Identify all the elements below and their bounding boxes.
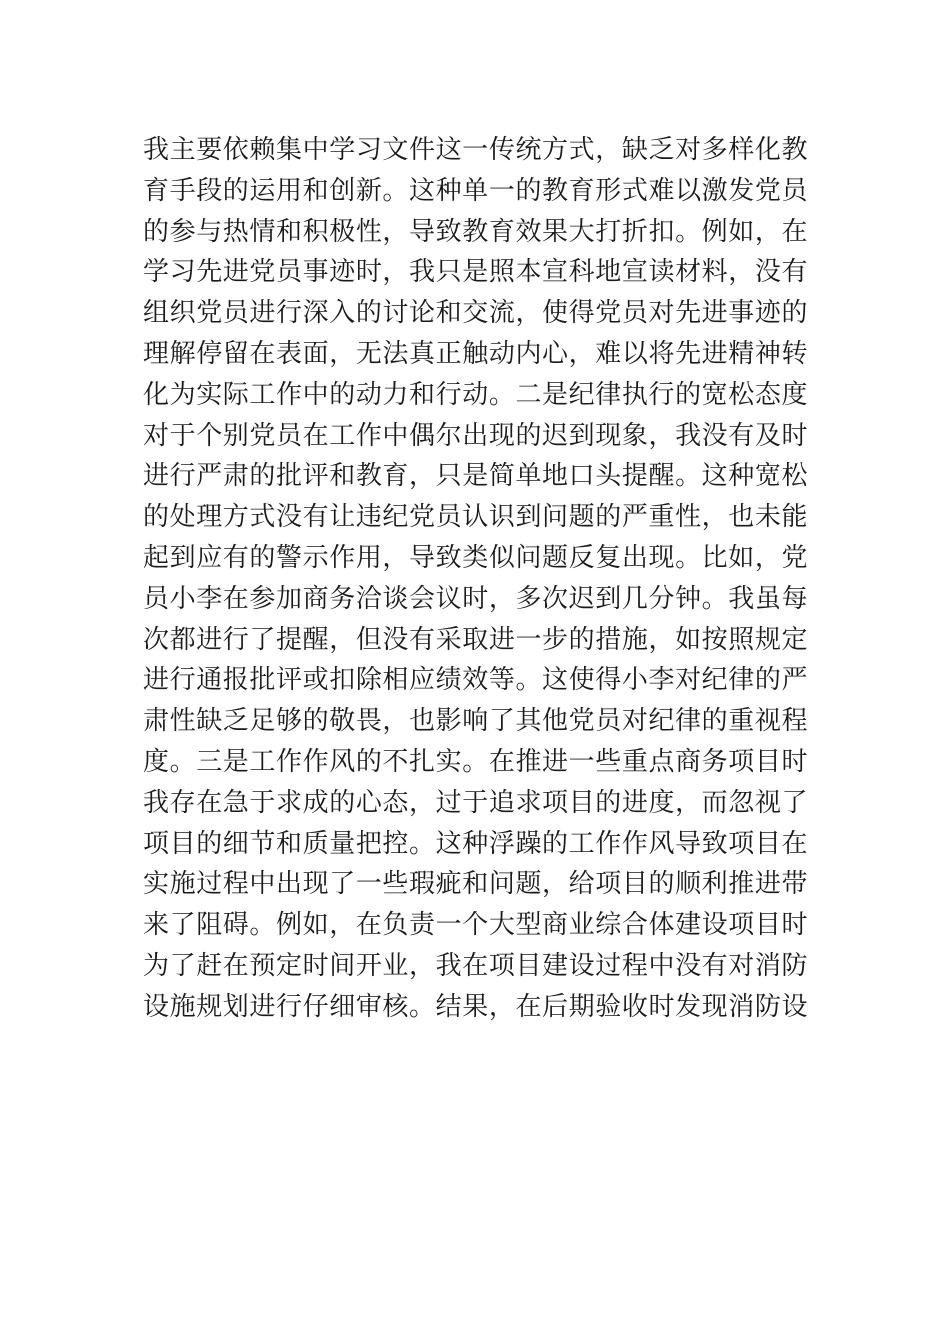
text-line: 育手段的运用和创新。这种单一的教育形式难以激发党员 <box>143 175 808 206</box>
text-line: 进行通报批评或扣除相应绩效等。这使得小李对纪律的严 <box>143 665 808 696</box>
text-line: 组织党员进行深入的讨论和交流，使得党员对先进事迹的 <box>143 298 808 329</box>
text-line: 我主要依赖集中学习文件这一传统方式，缺乏对多样化教 <box>143 135 808 165</box>
text-line: 实施过程中出现了一些瑕疵和问题，给项目的顺利推进带 <box>143 869 808 900</box>
text-line: 项目的细节和质量把控。这种浮躁的工作作风导致项目在 <box>143 828 808 859</box>
text-line: 的参与热情和积极性，导致教育效果大打折扣。例如，在 <box>143 216 808 247</box>
text-line: 起到应有的警示作用，导致类似问题反复出现。比如，党 <box>143 542 808 573</box>
text-line: 化为实际工作中的动力和行动。二是纪律执行的宽松态度 <box>143 379 808 410</box>
text-line: 的处理方式没有让违纪党员认识到问题的严重性，也未能 <box>143 502 808 533</box>
body-paragraph <box>143 130 808 1028</box>
text-line: 肃性缺乏足够的敬畏，也影响了其他党员对纪律的重视程 <box>143 706 808 737</box>
text-line: 次都进行了提醒，但没有采取进一步的措施，如按照规定 <box>143 624 808 655</box>
text-line: 来了阻碍。例如，在负责一个大型商业综合体建设项目时 <box>143 910 808 941</box>
text-line: 度。三是工作作风的不扎实。在推进一些重点商务项目时 <box>143 746 808 777</box>
text-line: 理解停留在表面，无法真正触动内心，难以将先进精神转 <box>143 338 808 369</box>
text-line: 对于个别党员在工作中偶尔出现的迟到现象，我没有及时 <box>143 420 808 451</box>
text-line: 设施规划进行仔细审核。结果，在后期验收时发现消防设 <box>143 991 808 1022</box>
text-line: 为了赶在预定时间开业，我在项目建设过程中没有对消防 <box>143 950 808 981</box>
text-line: 我存在急于求成的心态，过于追求项目的进度，而忽视了 <box>143 787 808 818</box>
text-line: 学习先进党员事迹时，我只是照本宣科地宣读材料，没有 <box>143 257 808 288</box>
text-line: 员小李在参加商务洽谈会议时，多次迟到几分钟。我虽每 <box>143 583 808 614</box>
text-line: 进行严肃的批评和教育，只是简单地口头提醒。这种宽松 <box>143 461 808 492</box>
